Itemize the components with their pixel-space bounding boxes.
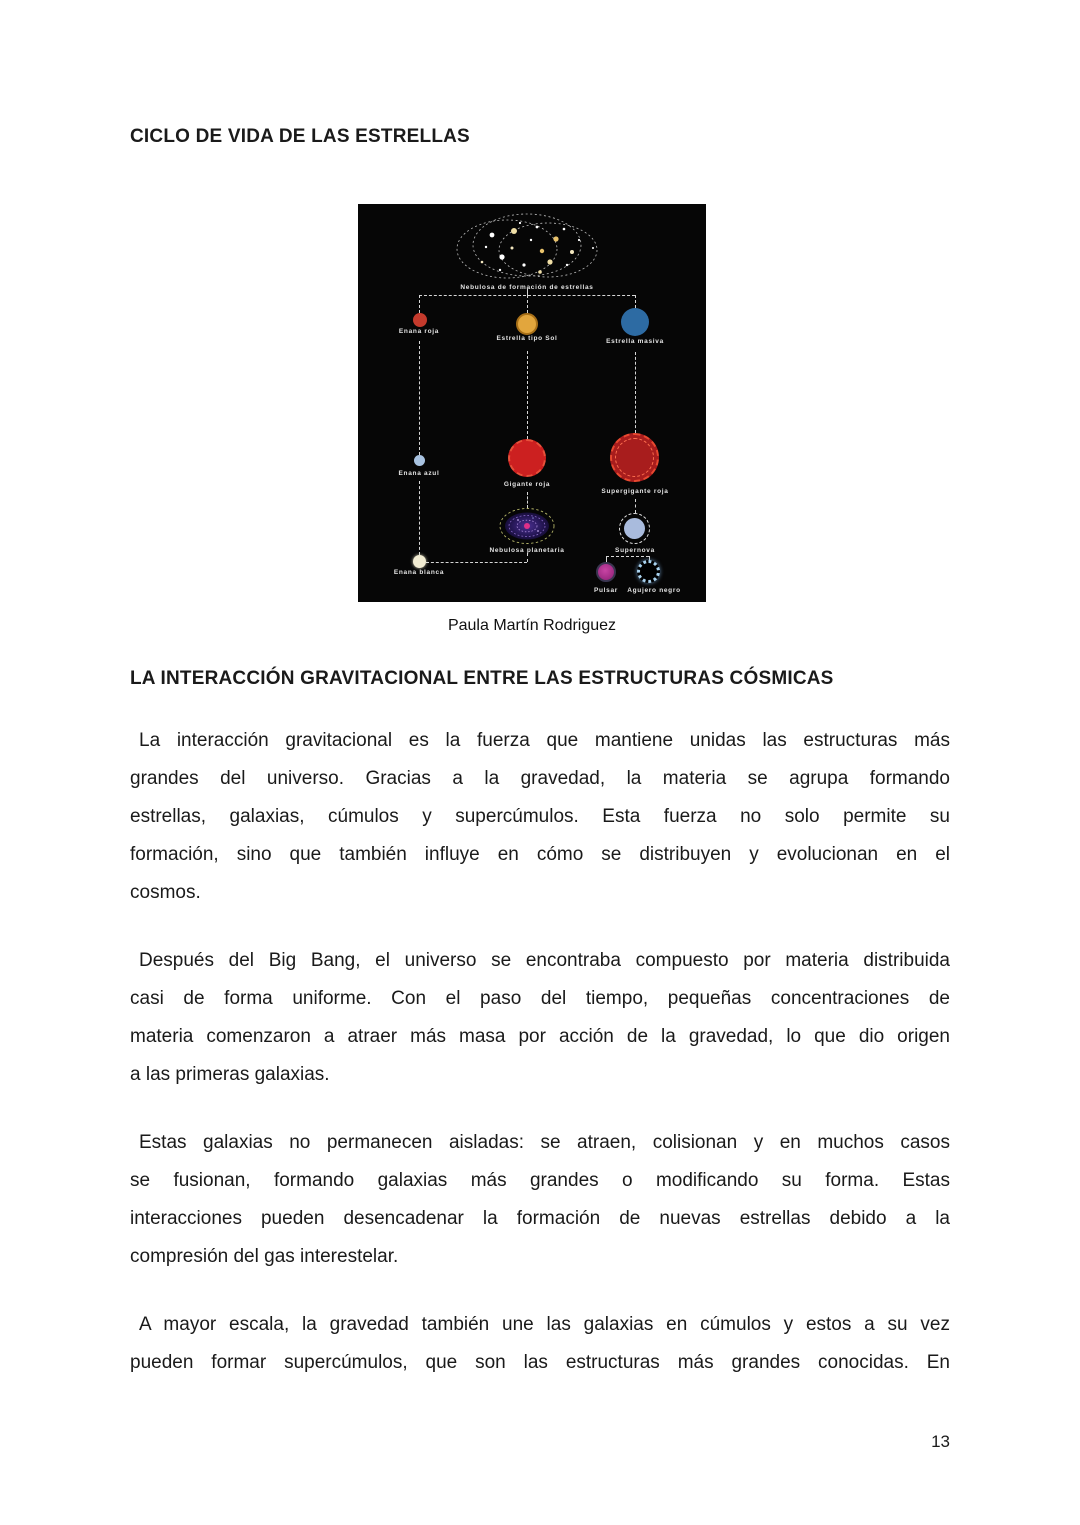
white-dwarf-label: Enana blanca	[393, 569, 445, 576]
connector-line	[426, 562, 527, 563]
supergiant-inner-ring	[615, 438, 654, 477]
red-dwarf-label: Enana roja	[398, 328, 440, 335]
sun-like-star-icon	[516, 313, 538, 335]
body-paragraphs	[130, 722, 950, 1412]
paragraph	[130, 722, 950, 912]
blue-dwarf-icon	[414, 455, 425, 466]
black-hole-label: Agujero negro	[627, 587, 681, 594]
text-line: a las primeras galaxias.	[130, 1064, 330, 1085]
star-forming-nebula-icon	[452, 210, 602, 286]
connector-line	[635, 352, 636, 433]
text-line: grandes del universo. Gracias a la gravedad, la materia se agrupa formando	[130, 768, 950, 789]
text-line: La interacción gravitacional es la fuerza que mantiene unidas las estructuras más	[139, 730, 950, 751]
connector-line	[527, 553, 528, 562]
sun-like-star-label: Estrella tipo Sol	[496, 335, 558, 342]
supernova-core	[624, 518, 645, 539]
massive-star-icon	[621, 308, 649, 336]
text-line: pueden formar supercúmulos, que son las estructuras más grandes conocidas. En	[130, 1352, 950, 1373]
pulsar-label: Pulsar	[593, 587, 619, 594]
text-line: se fusionan, formando galaxias más grandes o modificando su forma. Estas	[130, 1170, 950, 1191]
text-line: materia comenzaron a atraer más masa por acción de la gravedad, lo que dio origen	[130, 1026, 950, 1047]
black-hole-icon	[637, 560, 660, 583]
text-line: Después del Big Bang, el universo se encontraba compuesto por materia distribuida	[139, 950, 950, 971]
connector-line	[419, 341, 420, 455]
supernova-icon	[619, 513, 650, 544]
connector-line	[419, 295, 420, 313]
section-heading: LA INTERACCIÓN GRAVITACIONAL ENTRE LAS ESTRUCTURAS CÓSMICAS	[130, 668, 834, 689]
page-number: 13	[931, 1432, 950, 1451]
blue-dwarf-label: Enana azul	[398, 470, 440, 477]
connector-line	[419, 481, 420, 555]
text-line: casi de forma uniforme. Con el paso del tiempo, pequeñas concentraciones de	[130, 988, 950, 1009]
paragraph	[130, 1124, 950, 1276]
nebula-label: Nebulosa de formación de estrellas	[460, 284, 594, 291]
connector-line	[527, 492, 528, 508]
white-dwarf-icon	[413, 555, 426, 568]
red-giant-label: Gigante roja	[503, 481, 551, 488]
red-giant-icon	[508, 439, 546, 477]
paragraph	[130, 942, 950, 1094]
red-supergiant-label: Supergigante roja	[601, 488, 669, 495]
text-line: compresión del gas interestelar.	[130, 1246, 399, 1267]
text-line: Estas galaxias no permanecen aisladas: se atraen, colisionan y en muchos casos	[139, 1132, 950, 1153]
text-line: formación, sino que también influye en cómo se distribuyen y evolucionan en el	[130, 844, 950, 865]
figure-caption: Paula Martín Rodriguez	[447, 617, 617, 634]
text-line: A mayor escala, la gravedad también une las galaxias en cúmulos y estos a su vez	[139, 1314, 950, 1335]
pulsar-icon	[596, 562, 616, 582]
connector-line	[635, 499, 636, 513]
paragraph	[130, 1306, 950, 1382]
red-supergiant-icon	[610, 433, 659, 482]
connector-line	[527, 295, 528, 313]
red-dwarf-icon	[413, 313, 427, 327]
planetary-nebula-label: Nebulosa planetaria	[489, 547, 565, 554]
text-line: cosmos.	[130, 882, 201, 903]
page-title: CICLO DE VIDA DE LAS ESTRELLAS	[130, 126, 470, 147]
text-line: interacciones pueden desencadenar la formación de nuevas estrellas debido a la	[130, 1208, 950, 1229]
supernova-label: Supernova	[615, 547, 655, 554]
connector-line	[635, 295, 636, 308]
star-lifecycle-diagram	[358, 204, 706, 602]
connector-line	[606, 556, 649, 557]
text-line: estrellas, galaxias, cúmulos y supercúmulos. Esta fuerza no solo permite su	[130, 806, 950, 827]
connector-line	[527, 351, 528, 439]
massive-star-label: Estrella masiva	[606, 338, 664, 345]
planetary-nebula-icon	[498, 507, 556, 545]
